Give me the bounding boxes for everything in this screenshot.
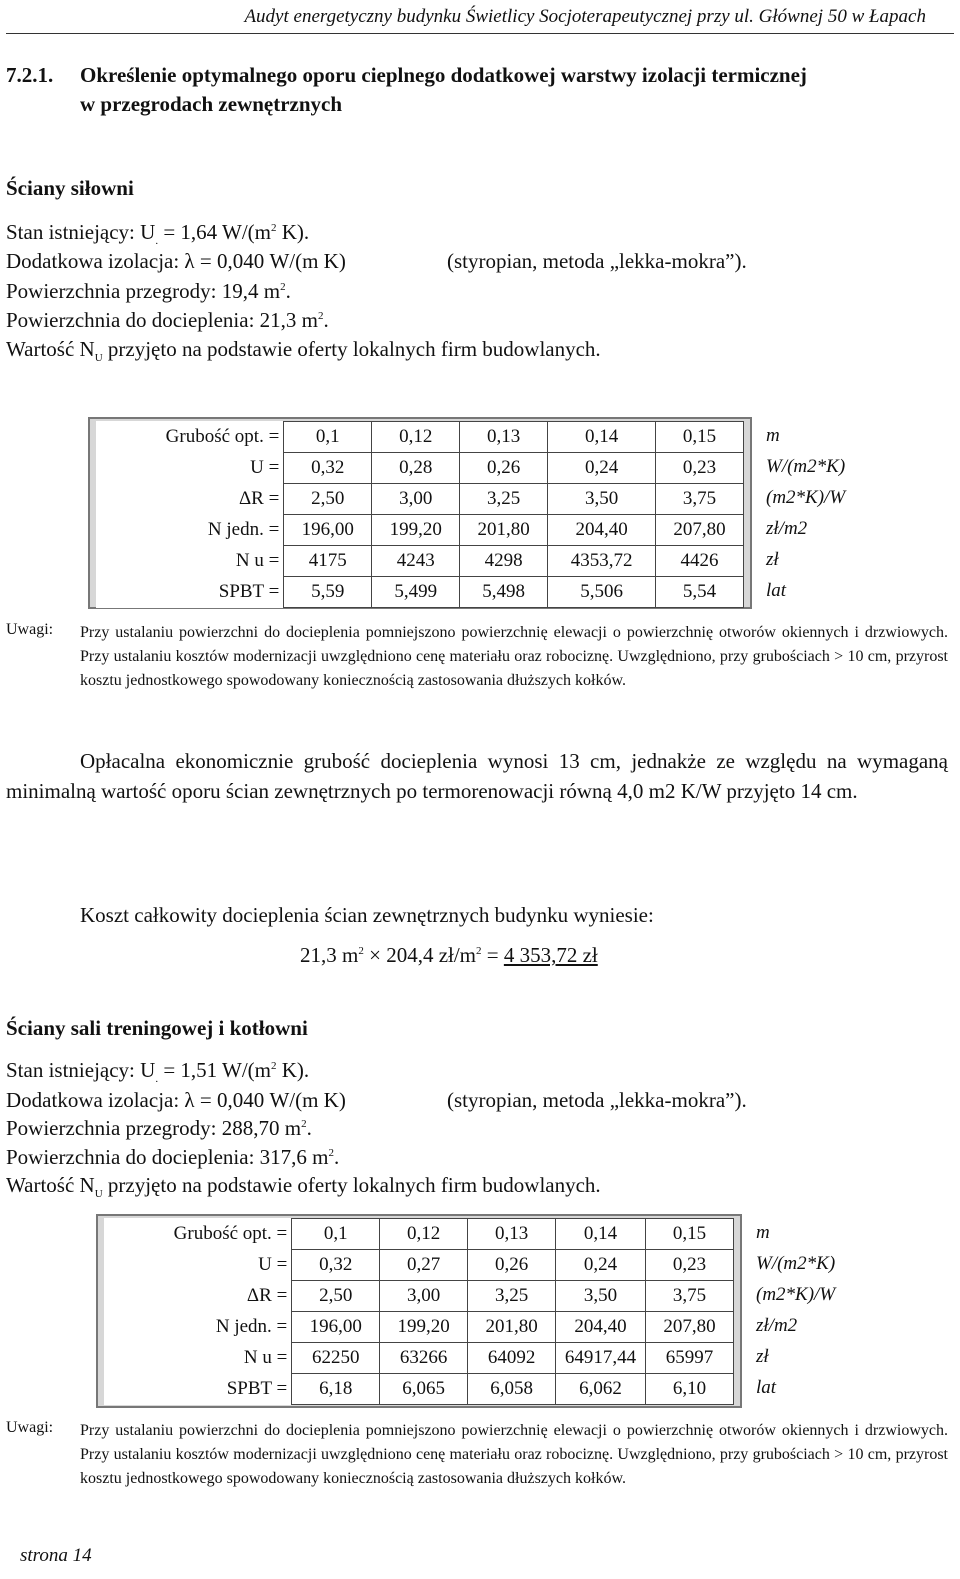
table-cell: 0,14 <box>556 1219 646 1250</box>
conclusion-paragraph: Opłacalna ekonomicznie grubość docieplenia wynosi 13 cm, jednakże ze względu na wymaganą minimalną wartość oporu ścian zewnętrznych po termorenowacji równą 4,0 m2 K/W przyjęto 14 cm. <box>6 749 948 803</box>
table-cell: 0,1 <box>284 422 372 453</box>
cost-result: 4 353,72 zł <box>503 943 598 967</box>
section-number: 7.2.1. <box>6 63 54 87</box>
table-cell: 204,40 <box>556 1312 646 1343</box>
row-label: SPBT = <box>218 581 280 602</box>
table-cell: 0,23 <box>656 453 744 484</box>
block2-izolacja: Dodatkowa izolacja: λ = 0,040 W/(m K) <box>6 1088 346 1112</box>
table-cell: 3,00 <box>372 484 460 515</box>
document-header: Audyt energetyczny budynku Świetlicy Socjoterapeutycznej przy ul. Głównej 50 w Łapach <box>244 6 926 27</box>
table-row <box>104 1343 734 1374</box>
section-title-line1: Określenie optymalnego oporu cieplnego dodatkowej warstwy izolacji termicznej <box>80 63 807 87</box>
table-cell: 0,26 <box>468 1250 556 1281</box>
table-row <box>96 422 744 453</box>
unit-label: zł/m2 <box>766 518 808 539</box>
table-cell: 201,80 <box>468 1312 556 1343</box>
unit-label: lat <box>756 1377 777 1398</box>
table-cell: 3,50 <box>556 1281 646 1312</box>
table-cell: 0,24 <box>556 1250 646 1281</box>
row-label: U = <box>250 457 280 478</box>
table-cell: 4353,72 <box>548 546 656 577</box>
block1-powierzchnia: Powierzchnia przegrody: 19,4 $m^2$. <box>6 279 291 303</box>
row-label: N u = <box>243 1347 288 1368</box>
table-cell: 0,27 <box>380 1250 468 1281</box>
table-cell: 3,00 <box>380 1281 468 1312</box>
block2-powierzchnia: Powierzchnia przegrody: 288,70 $m^2$. <box>6 1116 312 1140</box>
unit-label: m <box>756 1222 770 1243</box>
table-cell: 0,32 <box>284 453 372 484</box>
table-cell: 196,00 <box>292 1312 380 1343</box>
note1-text: Przy ustalaniu powierzchni do docieplenia pomniejszono powierzchnię elewacji o powierzchnię otworów okiennych i drzwiowych. Przy ustalaniu kosztów modernizacji uwzględniono cenę materiału oraz robociznę. Uwzględniono, przy grubościach > 10 cm, przyrost kosztu jednostkowego spowodowany koniecznością zastosowania dłuższych kołków. <box>80 624 948 689</box>
section-title-line2: w przegrodach zewnętrznych <box>80 92 343 116</box>
unit-label: lat <box>766 580 787 601</box>
table1-units <box>766 420 845 606</box>
table-cell: 5,498 <box>460 577 548 608</box>
table-cell: 64917,44 <box>556 1343 646 1374</box>
block1-izolacja: Dodatkowa izolacja: λ = 0,040 W/(m K) <box>6 249 346 273</box>
table-row <box>104 1281 734 1312</box>
cost-formula: 21,3 $m^2 \times 204,4$ $zł/m^2 = 4$ 353,72 zł <box>300 943 598 967</box>
table-cell: 0,26 <box>460 453 548 484</box>
table-row <box>96 484 744 515</box>
table-cell: 2,50 <box>284 484 372 515</box>
koszt-line: Koszt całkowity docieplenia ścian zewnętrznych budynku wyniesie: <box>80 903 654 927</box>
note2-text: Przy ustalaniu powierzchni do docieplenia pomniejszono powierzchnię elewacji o powierzchnię otworów okiennych i drzwiowych. Przy ustalaniu kosztów modernizacji uwzględniono cenę materiału oraz robociznę. Uwzględniono, przy grubościach > 10 cm, przyrost kosztu jednostkowego spowodowany koniecznością zastosowania dłuższych kołków. <box>80 1422 948 1487</box>
table-cell: 0,12 <box>380 1219 468 1250</box>
block2-stan: Stan istniejący: $U_. = 1,51$ $W/(m^2$ K). <box>6 1058 310 1086</box>
block2-izolacja-note: (styropian, metoda „lekka-mokra”). <box>447 1088 747 1112</box>
row-label: N jedn. = <box>207 519 280 540</box>
unit-label: m <box>766 425 780 446</box>
unit-label: (m2*K)/W <box>766 487 846 508</box>
table-cell: 62250 <box>292 1343 380 1374</box>
page-number: strona 14 <box>20 1545 92 1566</box>
block2-heading: Ściany sali treningowej i kotłowni <box>6 1016 308 1040</box>
table-cell: 4426 <box>656 546 744 577</box>
row-label: Grubość opt. = <box>165 426 280 447</box>
table-cell: 0,13 <box>468 1219 556 1250</box>
block2-powierzchnia-docieplenia: Powierzchnia do docieplenia: 317,6 $m^2$. <box>6 1145 340 1169</box>
table-cell: 2,50 <box>292 1281 380 1312</box>
table-cell: 204,40 <box>548 515 656 546</box>
table-cell: 0,15 <box>656 422 744 453</box>
table-cell: 0,24 <box>548 453 656 484</box>
table-cell: 196,00 <box>284 515 372 546</box>
table-cell: 0,23 <box>646 1250 734 1281</box>
table-cell: 3,75 <box>656 484 744 515</box>
table-cell: 65997 <box>646 1343 734 1374</box>
table-cell: 0,15 <box>646 1219 734 1250</box>
row-label: Grubość opt. = <box>173 1223 288 1244</box>
table-cell: 0,13 <box>460 422 548 453</box>
table-cell: 4298 <box>460 546 548 577</box>
row-label: N jedn. = <box>215 1316 288 1337</box>
table-row <box>96 546 744 577</box>
table-cell: 5,59 <box>284 577 372 608</box>
table-cell: 3,75 <box>646 1281 734 1312</box>
table-cell: 5,499 <box>372 577 460 608</box>
block2-wartosc: Wartość $N_U$ przyjęto na podstawie oferty lokalnych firm budowlanych. <box>6 1173 601 1201</box>
table-cell: 63266 <box>380 1343 468 1374</box>
table-cell: 0,32 <box>292 1250 380 1281</box>
table-cell: 0,12 <box>372 422 460 453</box>
row-label: U = <box>258 1254 288 1275</box>
table-row <box>104 1219 734 1250</box>
row-label: ΔR = <box>238 488 280 509</box>
unit-label: W/(m2*K) <box>766 456 846 477</box>
table-cell: 64092 <box>468 1343 556 1374</box>
table2 <box>104 1218 734 1405</box>
table-cell: 3,50 <box>548 484 656 515</box>
table-cell: 4243 <box>372 546 460 577</box>
table-cell: 0,1 <box>292 1219 380 1250</box>
table1 <box>96 421 744 608</box>
table-row <box>96 515 744 546</box>
block1-wartosc: Wartość $N_U$ przyjęto na podstawie oferty lokalnych firm budowlanych. <box>6 337 601 365</box>
table-row <box>104 1250 734 1281</box>
unit-label: zł/m2 <box>756 1315 798 1336</box>
table-cell: 4175 <box>284 546 372 577</box>
table-cell: 6,10 <box>646 1374 734 1405</box>
table-cell: 0,14 <box>548 422 656 453</box>
header-divider <box>6 33 954 34</box>
table-cell: 6,062 <box>556 1374 646 1405</box>
table2-units <box>756 1217 835 1403</box>
block1-stan: Stan istniejący: $U_. = 1,64$ $W/(m^2$ K). <box>6 220 310 248</box>
unit-label: zł <box>766 549 779 570</box>
table-cell: 6,18 <box>292 1374 380 1405</box>
table-row <box>96 453 744 484</box>
table-cell: 207,80 <box>656 515 744 546</box>
table-cell: 199,20 <box>372 515 460 546</box>
table-cell: 6,065 <box>380 1374 468 1405</box>
block1-izolacja-note: (styropian, metoda „lekka-mokra”). <box>447 249 747 273</box>
table-cell: 201,80 <box>460 515 548 546</box>
table-cell: 3,25 <box>460 484 548 515</box>
row-label: N u = <box>235 550 280 571</box>
table-row <box>104 1374 734 1405</box>
block1-heading: Ściany siłowni <box>6 176 134 200</box>
note1-label: Uwagi: <box>6 621 54 638</box>
table-cell: 3,25 <box>468 1281 556 1312</box>
row-label: ΔR = <box>246 1285 288 1306</box>
note2-label: Uwagi: <box>6 1419 54 1436</box>
unit-label: zł <box>756 1346 769 1367</box>
table-cell: 199,20 <box>380 1312 468 1343</box>
table-cell: 0,28 <box>372 453 460 484</box>
table-cell: 5,506 <box>548 577 656 608</box>
table-cell: 207,80 <box>646 1312 734 1343</box>
block1-powierzchnia-docieplenia: Powierzchnia do docieplenia: 21,3 $m^2$. <box>6 308 329 332</box>
row-label: SPBT = <box>226 1378 288 1399</box>
table-row <box>96 577 744 608</box>
unit-label: W/(m2*K) <box>756 1253 836 1274</box>
table-cell: 5,54 <box>656 577 744 608</box>
table-row <box>104 1312 734 1343</box>
unit-label: (m2*K)/W <box>756 1284 836 1305</box>
table-cell: 6,058 <box>468 1374 556 1405</box>
